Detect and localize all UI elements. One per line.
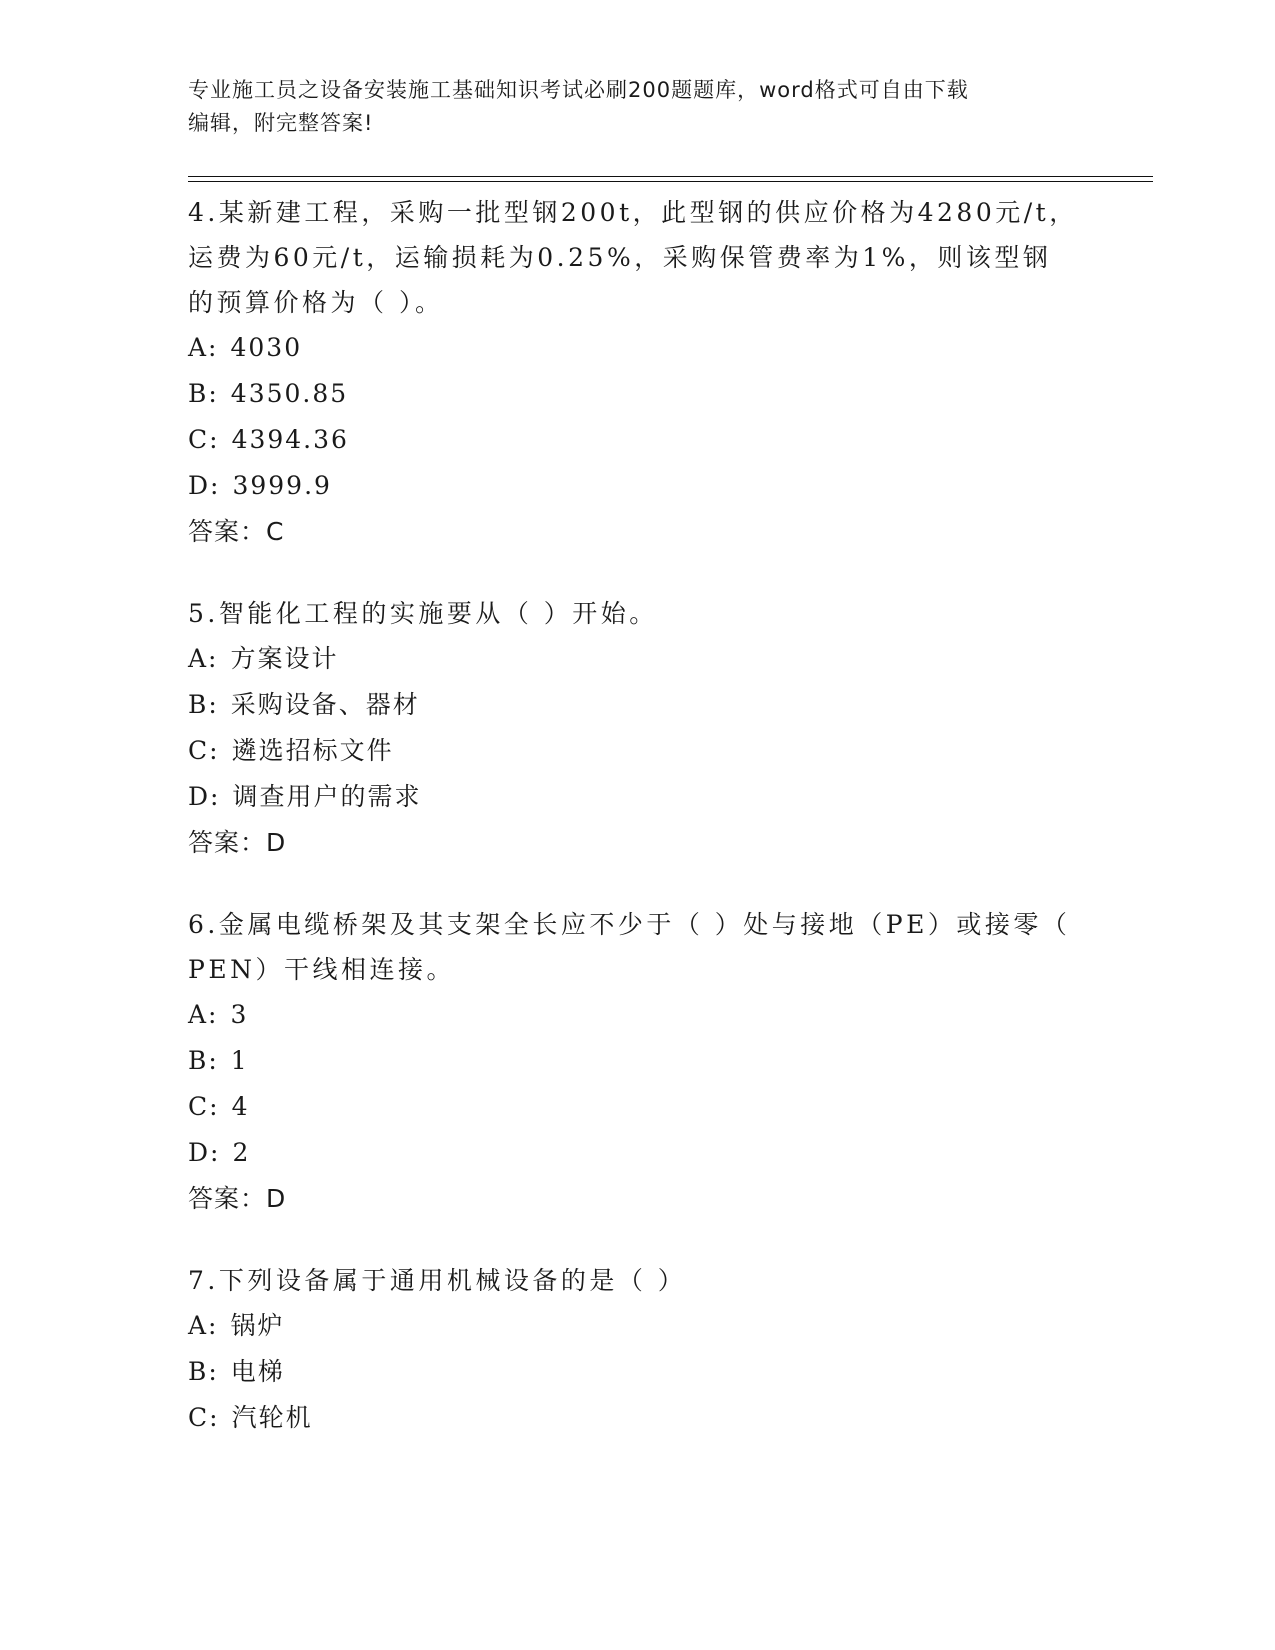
question-text: 4.某新建工程，采购一批型钢200t，此型钢的供应价格为4280元/t， [188,198,1078,227]
option-c: C: 4394.36 [188,425,349,454]
option-b: B: 1 [188,1046,249,1075]
question-5 [188,591,1088,866]
option-a: A: 方案设计 [188,644,339,673]
header-divider-bottom [188,181,1153,182]
option-a: A: 3 [188,1000,249,1029]
question-text: 7.下列设备属于通用机械设备的是（ ） [188,1266,687,1295]
option-c: C: 汽轮机 [188,1403,313,1432]
document-header [188,74,1088,140]
question-text: 的预算价格为（ ）。 [188,288,444,317]
question-list [188,190,1088,1477]
header-line-2: 编辑，附完整答案! [188,111,374,135]
option-b: B: 采购设备、器材 [188,690,420,719]
answer-label: 答案：D [188,1184,287,1213]
question-text: 6.金属电缆桥架及其支架全长应不少于（ ）处与接地（PE）或接零（ [188,910,1071,939]
header-divider-top [188,176,1153,177]
option-c: C: 遴选招标文件 [188,736,394,765]
option-c: C: 4 [188,1092,250,1121]
header-line-1: 专业施工员之设备安装施工基础知识考试必刷200题题库，word格式可自由下载 [188,78,969,102]
question-7 [188,1258,1088,1441]
option-d: D: 2 [188,1138,251,1167]
question-text: PEN）干线相连接。 [188,955,455,984]
option-b: B: 电梯 [188,1357,285,1386]
question-text: 5.智能化工程的实施要从（ ）开始。 [188,599,658,628]
question-6 [188,902,1088,1222]
option-a: A: 锅炉 [188,1311,285,1340]
question-text: 运费为60元/t，运输损耗为0.25%，采购保管费率为1%，则该型钢 [188,243,1052,272]
option-a: A: 4030 [188,333,303,362]
option-b: B: 4350.85 [188,379,349,408]
answer-label: 答案：D [188,828,287,857]
option-d: D: 调查用户的需求 [188,782,422,811]
option-d: D: 3999.9 [188,471,332,500]
question-4 [188,190,1088,555]
answer-label: 答案：C [188,517,285,546]
